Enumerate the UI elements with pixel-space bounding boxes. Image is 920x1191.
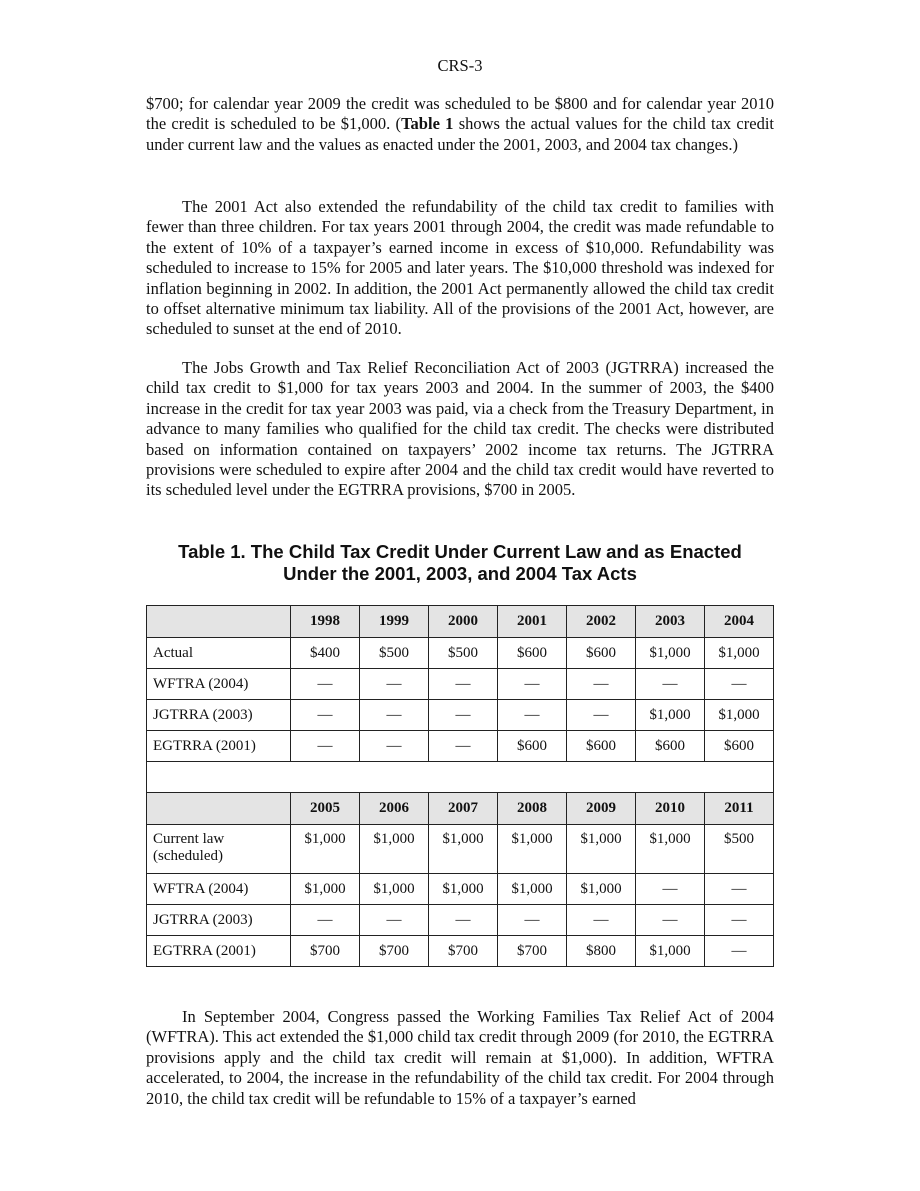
table-cell: —	[360, 731, 429, 762]
table-cell: $1,000	[636, 700, 705, 731]
table-cell: —	[360, 669, 429, 700]
table-cell: $1,000	[498, 874, 567, 905]
year-header: 2008	[498, 793, 567, 825]
table-cell: $700	[360, 936, 429, 967]
table-row	[147, 700, 774, 731]
row-label: JGTRRA (2003)	[147, 700, 291, 731]
year-header: 2000	[429, 606, 498, 638]
header-blank-cell	[147, 793, 291, 825]
header-blank-cell	[147, 606, 291, 638]
row-label: JGTRRA (2003)	[147, 905, 291, 936]
year-header: 2004	[705, 606, 774, 638]
table-cell: —	[705, 669, 774, 700]
row-label: EGTRRA (2001)	[147, 731, 291, 762]
table-cell: $1,000	[429, 825, 498, 874]
table-header-row	[147, 606, 774, 638]
table-cell: —	[636, 874, 705, 905]
year-header: 2006	[360, 793, 429, 825]
table-row	[147, 669, 774, 700]
table-cell: $600	[567, 638, 636, 669]
table-cell: $500	[705, 825, 774, 874]
year-header: 2007	[429, 793, 498, 825]
table-cell: $700	[291, 936, 360, 967]
table-reference: Table 1	[401, 114, 454, 134]
table-cell: —	[429, 700, 498, 731]
spacer-cell	[147, 762, 774, 793]
table-cell: —	[567, 700, 636, 731]
table-cell: —	[291, 700, 360, 731]
row-label: Current law (scheduled)	[147, 825, 291, 874]
table-row	[147, 731, 774, 762]
year-header: 2005	[291, 793, 360, 825]
table-title	[146, 541, 774, 585]
paragraph-1	[146, 94, 774, 155]
table-cell: $600	[498, 638, 567, 669]
table-cell: —	[567, 905, 636, 936]
table-cell: $1,000	[291, 874, 360, 905]
table-spacer-row	[147, 762, 774, 793]
row-label: WFTRA (2004)	[147, 669, 291, 700]
paragraph-4-text: In September 2004, Congress passed the Working Families Tax Relief Act of 2004 (WFTRA). This act extended the $1,000 child tax credit through 2009 (for 2010, the EGTRRA provisions apply and the child tax credit will remain at $1,000). In addition, WFTRA accelerated, to 2004, the increase in the refundability of the child tax credit. For 2004 through 2010, the child tax credit will be refundable to 15% of a taxpayer’s earned	[146, 1007, 774, 1108]
table-cell: $1,000	[498, 825, 567, 874]
table-cell: —	[636, 905, 705, 936]
table-cell: —	[291, 731, 360, 762]
table-cell: $1,000	[567, 825, 636, 874]
table-cell: —	[705, 874, 774, 905]
table-row	[147, 638, 774, 669]
table-cell: $1,000	[705, 700, 774, 731]
row-label: EGTRRA (2001)	[147, 936, 291, 967]
table-cell: —	[498, 905, 567, 936]
paragraph-3-text: The Jobs Growth and Tax Relief Reconciliation Act of 2003 (JGTRRA) increased the child tax credit to $1,000 for tax years 2003 and 2004. In the summer of 2003, the $400 increase in the credit for tax year 2003 was paid, via a check from the Treasury Department, in advance to many families who qualified for the child tax credit. The checks were distributed based on information contained on taxpayers’ 2002 income tax returns. The JGTRRA provisions were scheduled to expire after 2004 and the child tax credit would have reverted to its scheduled level under the EGTRRA provisions, $700 in 2005.	[146, 358, 774, 500]
table-cell: $400	[291, 638, 360, 669]
year-header: 2002	[567, 606, 636, 638]
table-cell: —	[429, 731, 498, 762]
row-label: Actual	[147, 638, 291, 669]
table-cell: $700	[498, 936, 567, 967]
table-cell: $1,000	[360, 825, 429, 874]
table-cell: $1,000	[636, 638, 705, 669]
page-header: CRS-3	[437, 56, 483, 75]
table-cell: —	[360, 700, 429, 731]
table-cell: —	[498, 669, 567, 700]
year-header: 2003	[636, 606, 705, 638]
table-cell: $600	[636, 731, 705, 762]
table-cell: $1,000	[429, 874, 498, 905]
paragraph-3	[146, 358, 774, 501]
year-header: 2009	[567, 793, 636, 825]
year-header: 2011	[705, 793, 774, 825]
table-title-line-2: Under the 2001, 2003, and 2004 Tax Acts	[283, 563, 637, 584]
table-cell: —	[291, 669, 360, 700]
paragraph-2-text: The 2001 Act also extended the refundability of the child tax credit to families with fewer than three children. For tax years 2001 through 2004, the credit was made refundable to the extent of 10% of a taxpayer’s earned income in excess of $10,000. Refundability was scheduled to increase to 15% for 2005 and later years. The $10,000 threshold was indexed for inflation beginning in 2002. In addition, the 2001 Act permanently allowed the child tax credit to offset alternative minimum tax liability. All of the provisions of the 2001 Act, however, are scheduled to sunset at the end of 2010.	[146, 197, 774, 339]
table-cell: —	[705, 936, 774, 967]
table-cell: $1,000	[567, 874, 636, 905]
table-cell: —	[498, 700, 567, 731]
table-row	[147, 874, 774, 905]
year-header: 2001	[498, 606, 567, 638]
table-cell: $600	[498, 731, 567, 762]
table-cell: —	[360, 905, 429, 936]
table-cell: $1,000	[705, 638, 774, 669]
table-cell: —	[429, 669, 498, 700]
table-cell: —	[429, 905, 498, 936]
paragraph-2	[146, 197, 774, 340]
paragraph-4	[146, 1007, 774, 1109]
table-cell: $700	[429, 936, 498, 967]
table-cell: $800	[567, 936, 636, 967]
table-cell: —	[636, 669, 705, 700]
row-label: WFTRA (2004)	[147, 874, 291, 905]
paragraph-1-text-a: $700; for calendar year 2009 the credit was scheduled to be $800 and for calendar year 2010 the credit is scheduled to be $1,000. (	[146, 94, 774, 134]
year-header: 1999	[360, 606, 429, 638]
table-cell: $600	[705, 731, 774, 762]
table-title-line-1: Table 1. The Child Tax Credit Under Current Law and as Enacted	[178, 541, 742, 562]
table-cell: $1,000	[636, 825, 705, 874]
year-header: 1998	[291, 606, 360, 638]
table-cell: —	[291, 905, 360, 936]
table-cell: $500	[429, 638, 498, 669]
table-row	[147, 936, 774, 967]
year-header: 2010	[636, 793, 705, 825]
table-row	[147, 825, 774, 874]
table-header-row	[147, 793, 774, 825]
table-cell: $500	[360, 638, 429, 669]
table-row	[147, 905, 774, 936]
paragraph-1-text-b: shows the actual values for the child tax credit under current law and the values as enacted under the 2001, 2003, and 2004 tax changes.)	[146, 114, 774, 154]
table-cell: —	[567, 669, 636, 700]
table-cell: $1,000	[360, 874, 429, 905]
table-cell: —	[705, 905, 774, 936]
child-tax-credit-table	[146, 605, 774, 967]
table-cell: $1,000	[636, 936, 705, 967]
table-cell: $1,000	[291, 825, 360, 874]
table-cell: $600	[567, 731, 636, 762]
